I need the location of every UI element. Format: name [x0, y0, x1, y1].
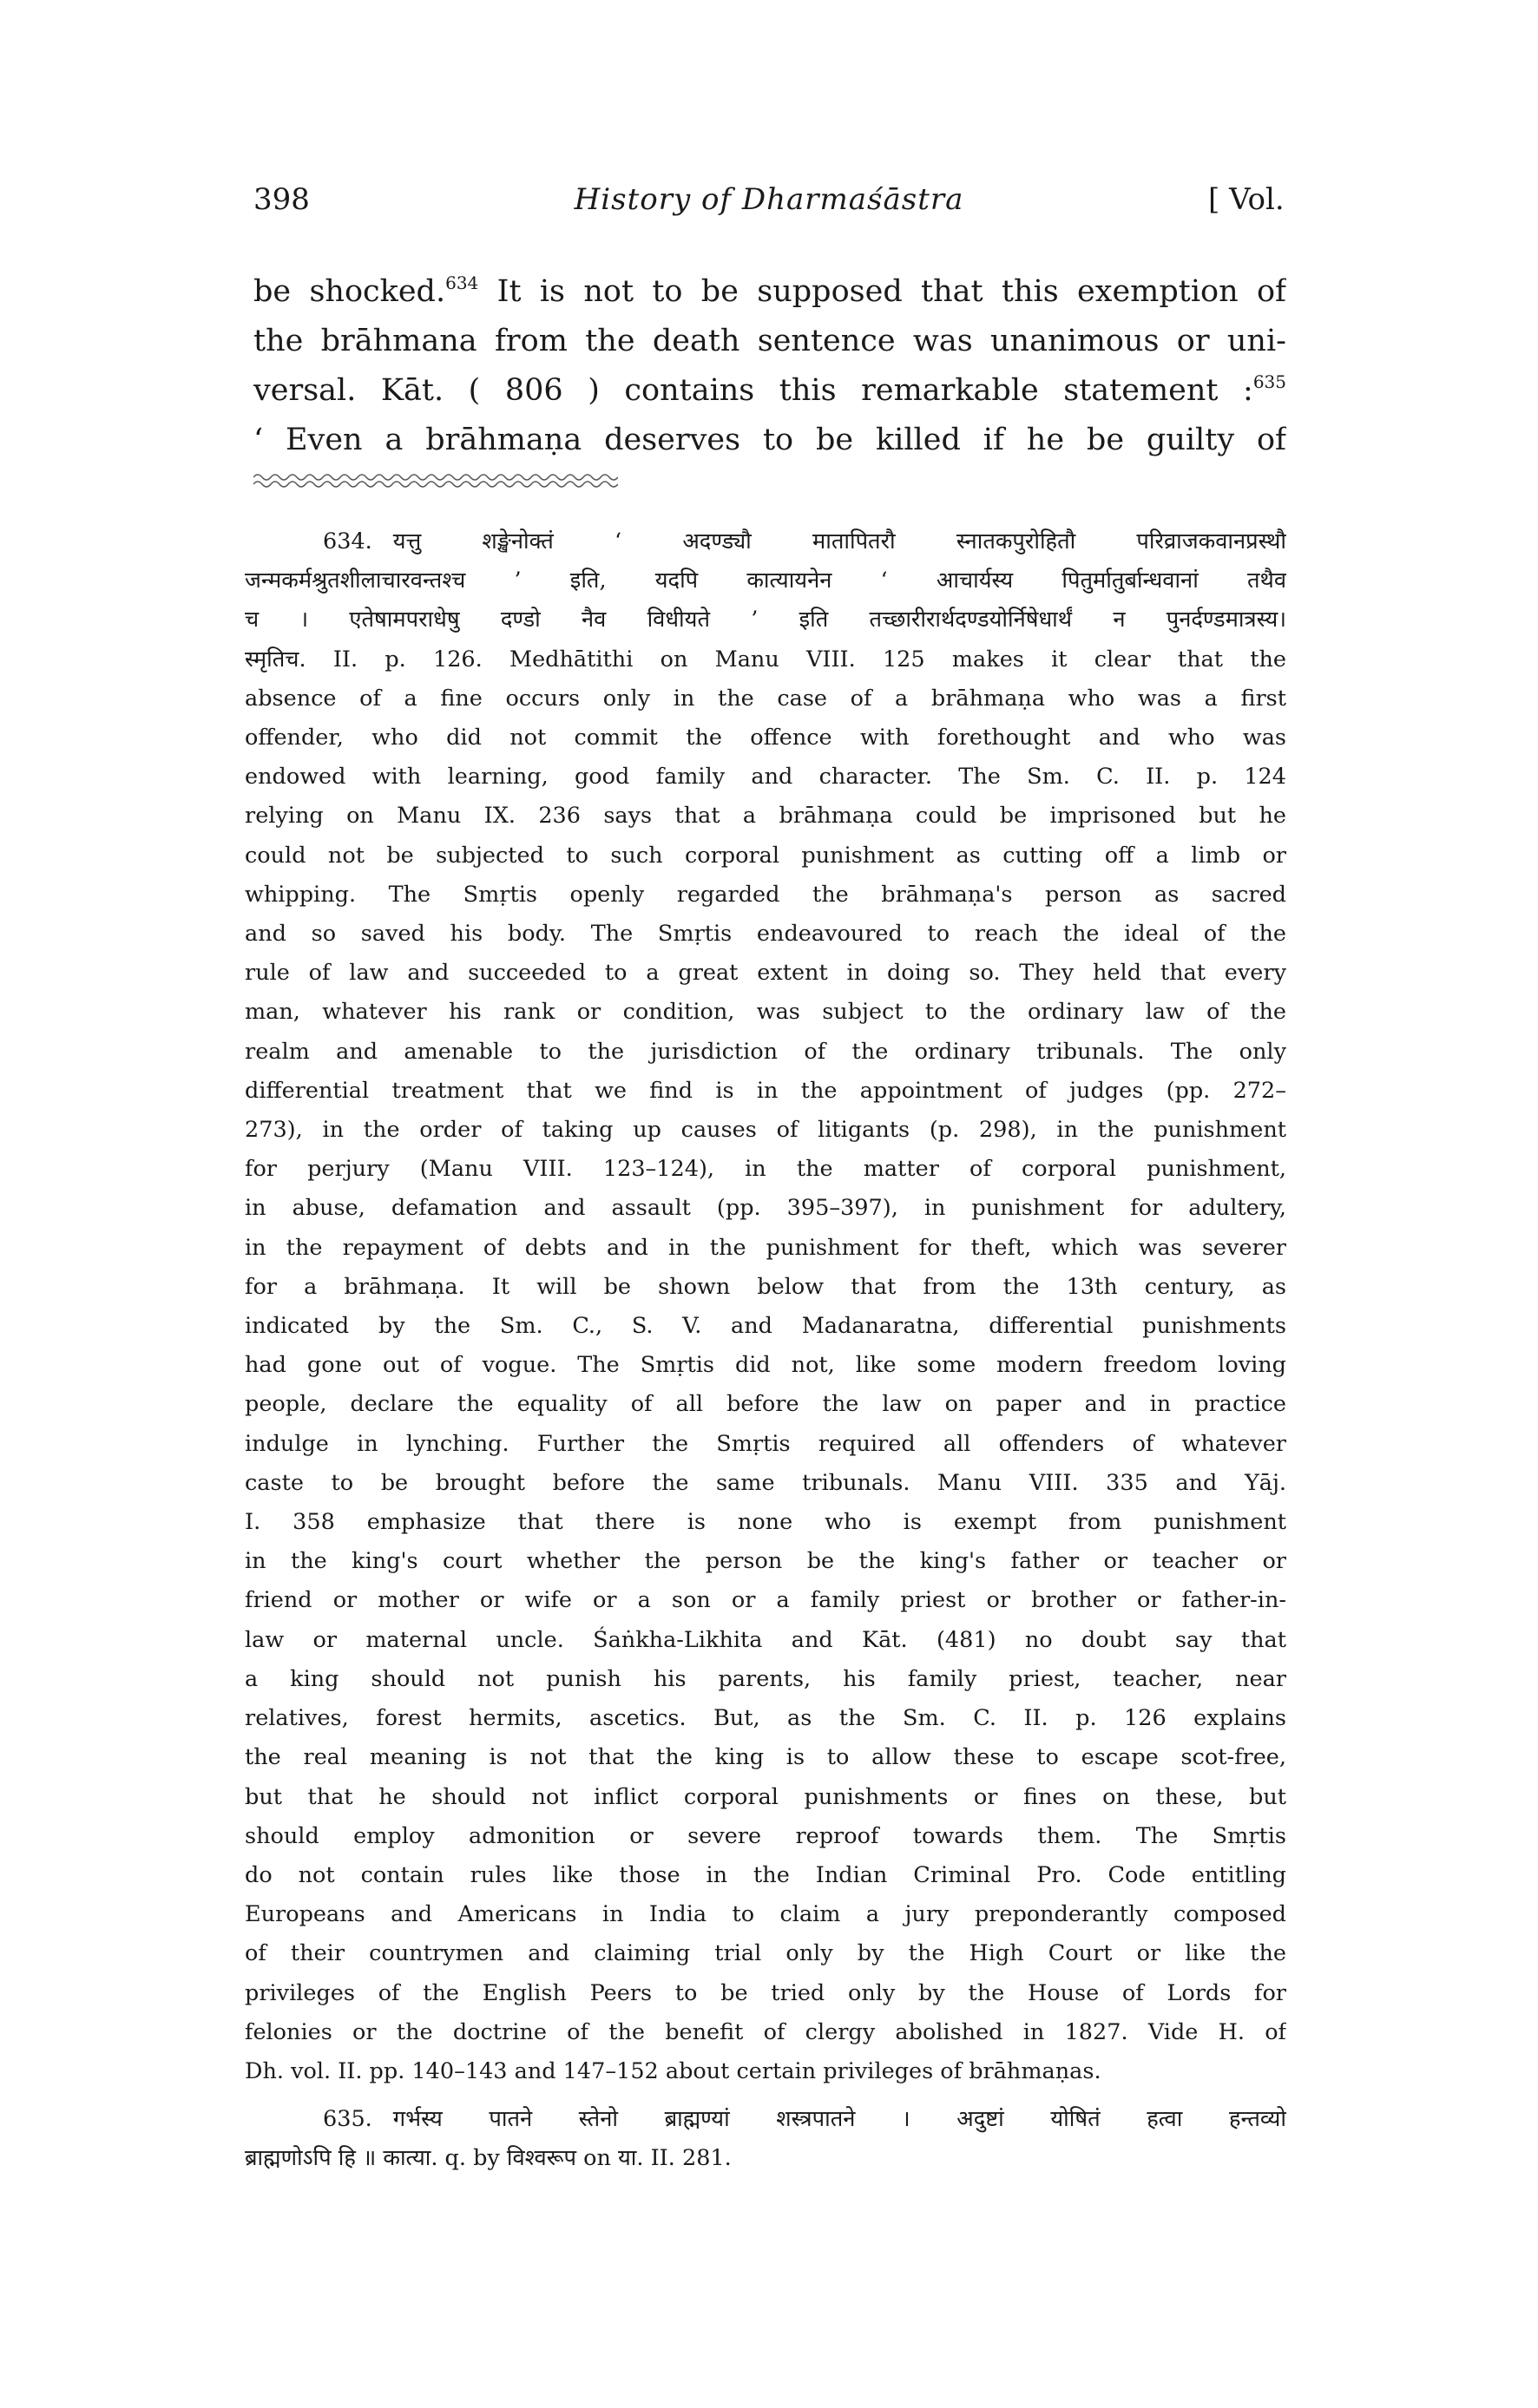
- footnote-text: गर्भस्य पातने स्तेनो ब्राह्मण्यां शस्त्रपातने । अदुष्टां योषितं हत्वा हन्तव्यो: [392, 2106, 1286, 2132]
- footnote-text: of their countrymen and claiming trial only by the High Court or like the: [245, 1940, 1286, 1967]
- footnote-line: [245, 1856, 1286, 1895]
- footnote-line: [245, 1385, 1286, 1424]
- footnote-line: [245, 1660, 1286, 1699]
- footnote-text: relying on Manu IX. 236 says that a brāhmaṇa could be imprisoned but he: [245, 803, 1286, 830]
- footnote-line: [245, 1778, 1286, 1817]
- main-line: the brāhmana from the death sentence was unanimous or uni-: [253, 324, 1286, 358]
- footnote-line: [245, 915, 1286, 954]
- footnote-line: [245, 1425, 1286, 1464]
- footnote-text: and so saved his body. The Smṛtis endeavoured to reach the ideal of the: [245, 921, 1286, 948]
- footnote-text: do not contain rules like those in the Indian Criminal Pro. Code entitling: [245, 1861, 1286, 1888]
- footnote-text: यत्तु शङ्खेनोक्तं ‘ अदण्ड्यौ मातापितरौ स्नातकपुरोहितौ परिव्राजकवानप्रस्थौ: [392, 528, 1286, 554]
- footnote-text: rule of law and succeeded to a great extent in doing so. They held that every: [245, 960, 1286, 987]
- footnote-text: in the king's court whether the person be the king's father or teacher or: [245, 1548, 1286, 1575]
- running-title: History of Dharmaśāstra: [574, 182, 964, 217]
- footnote-line: [245, 1817, 1286, 1856]
- footnote-text: but that he should not inflict corporal punishments or fines on these, but: [245, 1783, 1286, 1810]
- footnote-634: [245, 522, 1286, 2091]
- footnote-line: [245, 1464, 1286, 1503]
- footnote-text: should employ admonition or severe reproof towards them. The Smṛtis: [245, 1822, 1286, 1849]
- footnote-line: [245, 1033, 1286, 1072]
- footnote-line: [245, 1895, 1286, 1934]
- footnote-635: [245, 2100, 1286, 2178]
- footnote-text: friend or mother or wife or a son or a family priest or brother or father-in-: [245, 1587, 1286, 1614]
- footnote-line: [245, 1307, 1286, 1346]
- main-line: [253, 267, 1286, 317]
- footnote-text: offender, who did not commit the offence with forethought and who was: [245, 725, 1286, 751]
- footnote-line: [245, 1974, 1286, 2013]
- footnote-text: differential treatment that we find is in the appointment of judges (pp. 272–: [245, 1077, 1286, 1104]
- footnote-ref-634[interactable]: 634: [445, 272, 479, 293]
- footnote-text: I. 358 emphasize that there is none who is exempt from punishment: [245, 1509, 1286, 1536]
- footnote-text: in abuse, defamation and assault (pp. 395–397), in punishment for adultery,: [245, 1195, 1286, 1222]
- footnote-text: relatives, forest hermits, ascetics. But, as the Sm. C. II. p. 126 explains: [245, 1705, 1286, 1732]
- footnote-line: [245, 758, 1286, 797]
- footnote-line: [245, 1346, 1286, 1385]
- footnote-line: [245, 837, 1286, 876]
- footnote-number: 635.: [323, 2106, 372, 2132]
- footnote-line: [245, 718, 1286, 758]
- footnote-line: [245, 1111, 1286, 1150]
- footnote-line: [245, 561, 1286, 600]
- footnote-line: [245, 1072, 1286, 1111]
- footnote-text: absence of a fine occurs only in the case of a brāhmaṇa who was a first: [245, 685, 1286, 712]
- footnote-text: a king should not punish his parents, his family priest, teacher, near: [245, 1665, 1286, 1692]
- footnote-text: law or maternal uncle. Śaṅkha-Likhita and Kāt. (481) no doubt say that: [245, 1626, 1286, 1653]
- footnote-text: had gone out of vogue. The Smṛtis did not, like some modern freedom loving: [245, 1352, 1286, 1379]
- footnote-line: [245, 1699, 1286, 1738]
- footnote-ref-635[interactable]: 635: [1252, 371, 1286, 392]
- footnote-text: ब्राह्मणोऽपि हि ॥ कात्या. q. by विश्वरूप on या. II. 281.: [245, 2145, 732, 2172]
- footnote-text: च । एतेषामपराधेषु दण्डो नैव विधीयते ’ इति तच्छारीरार्थदण्डयोर्निषेधार्थं न पुनर्दण्डमात्रस्य।: [245, 607, 1286, 633]
- footnote-line: [245, 1268, 1286, 1307]
- footnote-line: [245, 1934, 1286, 1973]
- footnote-line: [245, 2052, 1286, 2091]
- footnote-text: could not be subjected to such corporal punishment as cutting off a limb or: [245, 842, 1286, 869]
- footnote-text: 273), in the order of taking up causes of litigants (p. 298), in the punishment: [245, 1117, 1286, 1144]
- text: versal. Kāt. ( 806 ) contains this remarkable statement :: [253, 373, 1253, 408]
- footnote-line: [245, 600, 1286, 640]
- footnote-number: 634.: [323, 528, 372, 554]
- footnote-text: realm and amenable to the jurisdiction of the ordinary tribunals. The only: [245, 1038, 1286, 1065]
- footnote-text: indicated by the Sm. C., S. V. and Madanaratna, differential punishments: [245, 1313, 1286, 1340]
- footnote-line: [245, 876, 1286, 915]
- footnote-line: [245, 1542, 1286, 1581]
- text: It is not to be supposed that this exemption of: [478, 274, 1286, 309]
- footnote-line: [245, 993, 1286, 1032]
- footnote-text: man, whatever his rank or condition, was subject to the ordinary law of the: [245, 999, 1286, 1026]
- footnote-line: [245, 954, 1286, 993]
- main-line: [253, 366, 1286, 416]
- footnote-text: for a brāhmaṇa. It will be shown below that from the 13th century, as: [245, 1273, 1286, 1300]
- footnote-line: [245, 1581, 1286, 1620]
- footnote-text: endowed with learning, good family and character. The Sm. C. II. p. 124: [245, 764, 1286, 791]
- page-number: 398: [253, 182, 310, 217]
- footnote-text: जन्मकर्मश्रुतशीलाचारवन्तश्च ’ इति, यदपि कात्यायनेन ‘ आचार्यस्य पितुर्मातुर्बान्धवानां तथैव: [245, 568, 1286, 594]
- footnote-line: [245, 1229, 1286, 1268]
- footnote-line: [245, 1150, 1286, 1189]
- footnote-text: indulge in lynching. Further the Smṛtis required all offenders of whatever: [245, 1430, 1286, 1457]
- footnote-text: Europeans and Americans in India to claim a jury preponderantly composed: [245, 1901, 1286, 1928]
- footnote-text: in the repayment of debts and in the punishment for theft, which was severer: [245, 1234, 1286, 1261]
- footnote-line: [245, 2100, 1286, 2139]
- footnote-line: [245, 640, 1286, 679]
- footnote-line: [245, 679, 1286, 718]
- footnote-text: Dh. vol. II. pp. 140–143 and 147–152 about certain privileges of brāhmaṇas.: [245, 2057, 1101, 2084]
- footnote-line: [245, 797, 1286, 836]
- volume-marker: [ Vol.: [1208, 182, 1285, 217]
- footnote-text: felonies or the doctrine of the benefit of clergy abolished in 1827. Vide H. of: [245, 2018, 1286, 2045]
- footnote-line: [245, 1621, 1286, 1660]
- footnote-separator: [253, 472, 618, 489]
- footnote-line: [245, 2013, 1286, 2052]
- footnote-line: [245, 1738, 1286, 1777]
- main-line: ‘ Even a brāhmaṇa deserves to be killed if he be guilty of: [253, 423, 1286, 457]
- footnote-line: [245, 1503, 1286, 1542]
- footnote-line: [245, 1189, 1286, 1228]
- footnote-text: for perjury (Manu VIII. 123–124), in the matter of corporal punishment,: [245, 1156, 1286, 1183]
- footnote-text: privileges of the English Peers to be tried only by the House of Lords for: [245, 1979, 1286, 2006]
- footnote-text: caste to be brought before the same tribunals. Manu VIII. 335 and Yāj.: [245, 1469, 1286, 1496]
- footnote-line: [245, 522, 1286, 561]
- footnote-text: people, declare the equality of all before the law on paper and in practice: [245, 1391, 1286, 1418]
- footnote-text: whipping. The Smṛtis openly regarded the brāhmaṇa's person as sacred: [245, 881, 1286, 908]
- footnote-text: स्मृतिच. II. p. 126. Medhātithi on Manu VIII. 125 makes it clear that the: [245, 646, 1286, 673]
- text: be shocked.: [253, 274, 446, 309]
- footnote-text: the real meaning is not that the king is to allow these to escape scot-free,: [245, 1744, 1286, 1771]
- main-text: [253, 267, 1286, 465]
- footnote-line: [245, 2139, 1286, 2178]
